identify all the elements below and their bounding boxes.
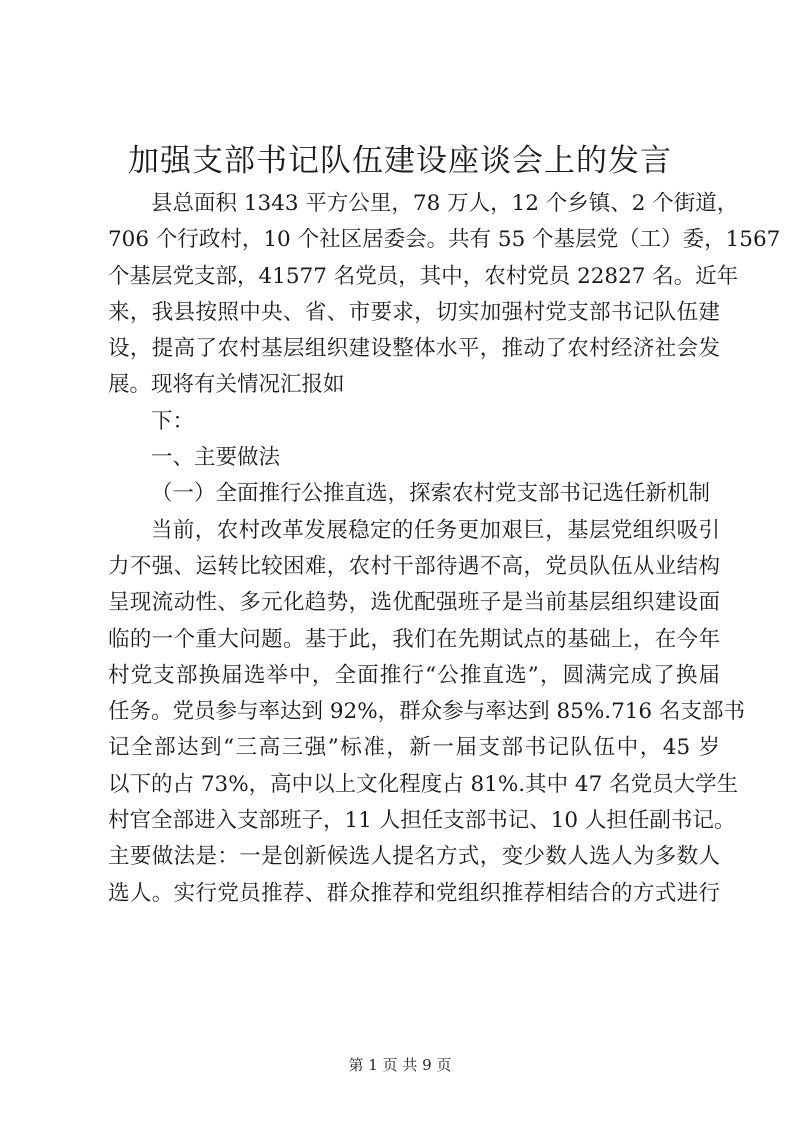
body-line-14: 村党支部换届选举中，全面推行“公推直选”，圆满完成了换届 — [108, 662, 720, 688]
body-line-6: 展。现将有关情况汇报如 — [108, 372, 345, 398]
document-title: 加强支部书记队伍建设座谈会上的发言 — [128, 143, 672, 179]
page-footer: 第 1 页 共 9 页 — [348, 1056, 452, 1074]
body-line-15: 任务。党员参与率达到 92%，群众参与率达到 85%.716 名支部书 — [108, 699, 745, 725]
body-line-5: 设，提高了农村基层组织建设整体水平，推动了农村经济社会发 — [108, 336, 720, 362]
document-body — [108, 186, 781, 912]
body-line-16: 记全部达到“三高三强”标准，新一届支部书记队伍中，45 岁 — [108, 735, 720, 761]
body-line-20: 选人。实行党员推荐、群众推荐和党组织推荐相结合的方式进行 — [108, 880, 720, 906]
body-line-2: 706 个行政村，10 个社区居委会。共有 55 个基层党（工）委，1567 — [108, 227, 781, 253]
body-line-10: 当前，农村改革发展稳定的任务更加艰巨，基层党组织吸引 — [151, 517, 720, 543]
body-line-11: 力不强、运转比较困难，农村干部待遇不高，党员队伍从业结构 — [108, 553, 720, 579]
section-heading: 一、主要做法 — [151, 445, 281, 471]
body-line-3: 个基层党支部，41577 名党员，其中，农村党员 22827 名。近年 — [108, 263, 739, 289]
body-line-12: 呈现流动性、多元化趋势，选优配强班子是当前基层组织建设面 — [108, 590, 720, 616]
body-line-18: 村官全部进入支部班子，11 人担任支部书记、10 人担任副书记。 — [108, 808, 736, 834]
subsection-heading: （一）全面推行公推直选，探索农村党支部书记选任新机制 — [151, 481, 711, 507]
body-line-19: 主要做法是：一是创新候选人提名方式，变少数人选人为多数人 — [108, 844, 720, 870]
body-line-17: 以下的占 73%，高中以上文化程度占 81%.其中 47 名党员大学生 — [108, 771, 739, 797]
body-line-1: 县总面积 1343 平方公里，78 万人，12 个乡镇、2 个街道， — [151, 191, 739, 216]
body-line-7: 下： — [151, 408, 195, 434]
body-line-4: 来，我县按照中央、省、市要求，切实加强村党支部书记队伍建 — [108, 299, 720, 325]
body-line-13: 临的一个重大问题。基于此，我们在先期试点的基础上，在今年 — [108, 626, 720, 652]
